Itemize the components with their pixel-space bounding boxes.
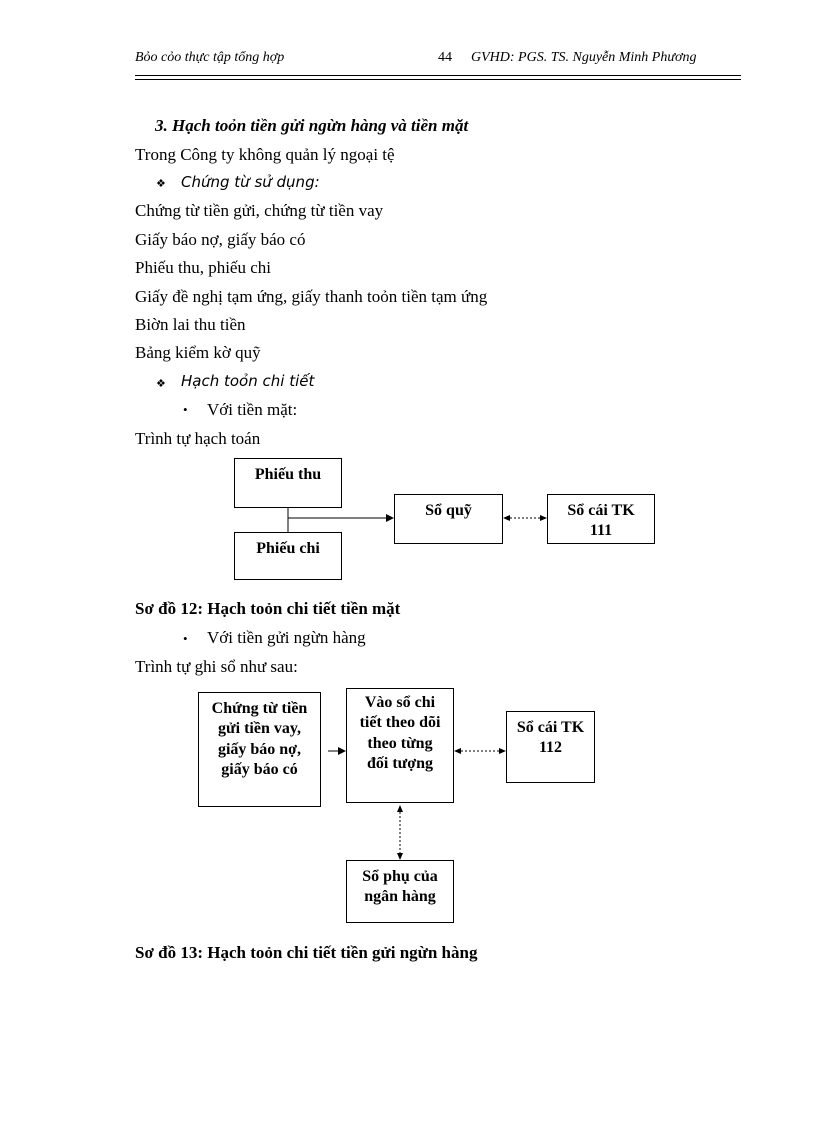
docs-heading: Chứng từ sử dụng: [181,173,320,191]
receipt-box [234,458,342,508]
cash-book-label: Sổ quỹ [425,502,472,519]
header-supervisor: GVHD: PGS. TS. Nguyễn Minh Phương [471,50,697,65]
diagram13-caption: Sơ đồ 13: Hạch toỏn chi tiết tiền gửi ngừn hàng [135,943,478,962]
cash-item: Với tiền mặt: [207,400,298,419]
doc-item: Bảng kiểm kờ quỹ [135,343,261,362]
payment-box [234,532,342,580]
doc-item: Chứng từ tiền gửi, chứng từ tiền vay [135,201,384,220]
bank-sub-box [346,860,454,923]
cash-book-box [394,494,503,544]
detail-book-label: Vào sổ chi tiết theo dõi theo từng đối tượng [359,694,441,773]
ledger-111-label: Sổ cái TK 111 [567,502,635,540]
receipt-label: Phiếu thu [254,466,322,483]
doc-item: Giấy đề nghị tạm ứng, giấy thanh toỏn tiền tạm ứng [135,287,488,306]
intro-text: Trong Công ty không quản lý ngoại tệ [135,145,395,164]
diamond-bullet-icon: ❖ [156,178,166,190]
page-number: 44 [438,50,452,65]
header-title: Bỏo cỏo thực tập tổng hợp [135,50,285,65]
doc-item: Giấy báo nợ, giấy báo có [135,230,306,249]
dot-bullet-icon: • [183,631,188,646]
vouchers-label: Chứng từ tiền gửi tiền vay, giấy báo nợ, giấy báo có [211,700,308,779]
vouchers-box [198,692,321,807]
dot-bullet-icon: • [183,402,188,417]
doc-item: Phiếu thu, phiếu chi [135,258,271,277]
diagram12-caption: Sơ đồ 12: Hạch toỏn chi tiết tiền mặt [135,599,401,618]
ledger-112-box [506,711,595,783]
diamond-bullet-icon: ❖ [156,378,166,390]
payment-label: Phiếu chi [256,540,320,557]
detail-book-box [346,688,454,803]
bank-sub-label: Sổ phụ của ngân hàng [362,868,438,906]
doc-item: Biờn lai thu tiền [135,315,246,334]
ledger-111-box [547,494,655,544]
bank-sequence-label: Trình tự ghi sổ như sau: [135,657,298,676]
ledger-112-label: Sổ cái TK 112 [516,719,585,757]
section-title: 3. Hạch toỏn tiền gửi ngừn hàng và tiền mặt [155,116,469,135]
bank-item: Với tiền gửi ngừn hàng [207,628,366,647]
cash-sequence-label: Trình tự hạch toán [135,429,261,448]
detail-heading: Hạch toỏn chi tiết [181,372,315,390]
